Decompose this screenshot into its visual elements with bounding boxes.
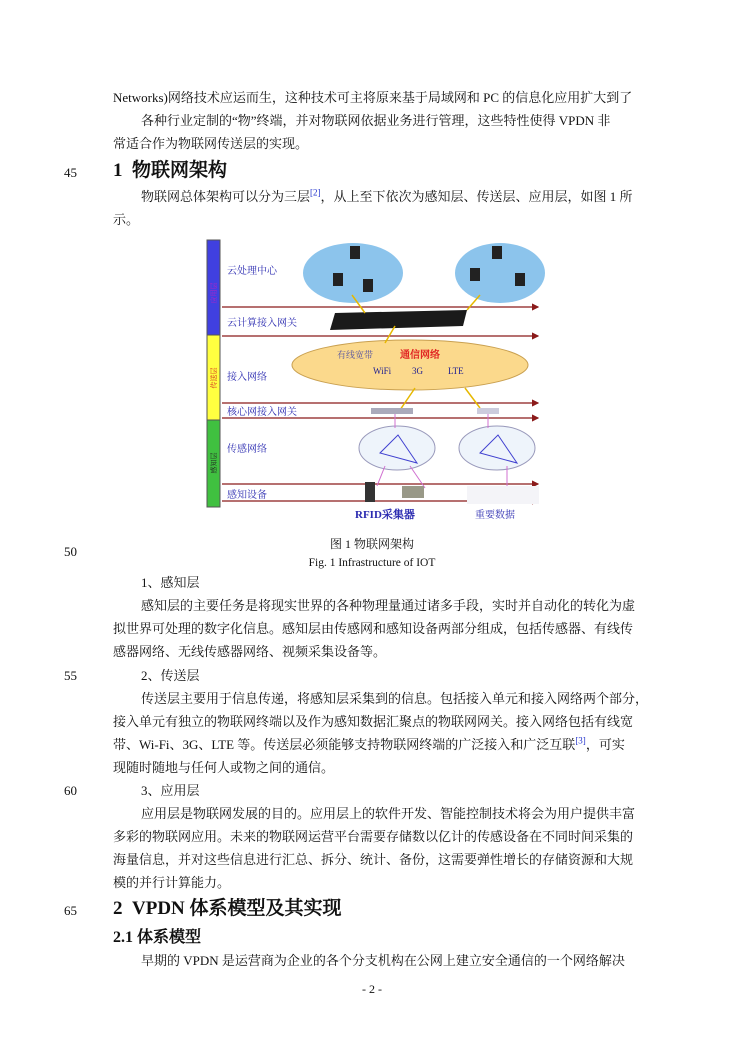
- label-data: 重要数据: [475, 510, 515, 521]
- page-number: - 2 -: [362, 982, 382, 996]
- text-line: 接入单元有独立的物联网终端以及作为感知数据汇聚点的物联网网关。接入网络包括有线宽: [113, 714, 634, 729]
- line-number: 50: [64, 544, 77, 559]
- figure-caption-en: Fig. 1 Infrastructure of IOT: [308, 557, 436, 569]
- row-label: 传感网络: [227, 444, 267, 455]
- line-number: 60: [64, 783, 77, 798]
- citation-link[interactable]: [2]: [310, 187, 321, 198]
- text-line: 常适合作为物联网传送层的实现。: [113, 136, 309, 151]
- text: ，从上至下依次为感知层、传送层、应用层，如图 1 所: [320, 189, 633, 204]
- label-rfid: RFID采集器: [355, 509, 415, 521]
- layer-label-sense: 感知层: [210, 452, 218, 474]
- row-labels: [227, 264, 297, 501]
- text-line: [113, 736, 643, 754]
- label-telecom: 通信网络: [400, 350, 440, 361]
- section-heading: [113, 898, 342, 920]
- layer-arrows: [222, 307, 538, 501]
- text-line: [141, 188, 643, 206]
- sensor-cloud-right: [459, 426, 535, 470]
- section-title: VPDN 体系模型及其实现: [132, 898, 342, 919]
- row-label: 感知设备: [227, 490, 267, 501]
- text-line: 海量信息，并对这些信息进行汇总、拆分、统计、备份，这需要弹性增长的存储资源和大规: [113, 852, 634, 867]
- label-wifi: WiFi: [373, 366, 392, 376]
- truck-icon: [402, 486, 424, 498]
- text-line: 模的并行计算能力。: [113, 875, 231, 890]
- text-line: 示。: [113, 212, 140, 227]
- citation-link[interactable]: [3]: [575, 735, 586, 746]
- text-line: 拟世界可处理的数字化信息。感知层由传感网和感知设备两部分组成，包括传感器、有线传: [113, 621, 634, 636]
- label-3g: 3G: [412, 366, 423, 376]
- figure-caption-cn: 图 1 物联网架构: [329, 537, 414, 551]
- line-number: 45: [64, 165, 77, 180]
- iot-architecture-figure: [205, 238, 550, 523]
- text-line: Networks)网络技术应运而生，这种技术可主将原来基于局域网和 PC 的信息化应用扩大到了: [113, 90, 633, 105]
- text-line: 感器网络、无线传感器网络、视频采集设备等。: [113, 644, 387, 659]
- text-line: 早期的 VPDN 是运营商为企业的各个分支机构在公网上建立安全通信的一个网络解决: [141, 953, 625, 968]
- text-line: 传送层主要用于信息传递，将感知层采集到的信息。包括接入单元和接入网络两个部分，: [141, 691, 649, 706]
- row-label: 接入网络: [227, 372, 267, 383]
- text: ，可实: [585, 737, 625, 752]
- rfid-reader-icon: [365, 482, 375, 502]
- row-label: 核心网接入网关: [227, 407, 297, 418]
- label-lte: LTE: [448, 366, 464, 376]
- text-line: 现随时随地与任何人或物之间的通信。: [113, 760, 335, 775]
- sensor-cloud-left: [359, 426, 435, 470]
- telecom-cloud: [292, 340, 528, 390]
- core-router-icon: [477, 408, 499, 414]
- section-number: 1: [113, 160, 123, 181]
- text-line: 多彩的物联网应用。未来的物联网运营平台需要存储数以亿计的传感设备在不同时间采集的: [113, 829, 634, 844]
- core-switch-icon: [371, 408, 413, 414]
- text-line: 感知层的主要任务是将现实世界的各种物理量通过诸多手段，实时并自动化的转化为虚: [141, 598, 636, 613]
- line-number: 65: [64, 903, 77, 918]
- subheading: 2、传送层: [141, 668, 200, 683]
- subsection-heading: 2.1 体系模型: [113, 929, 202, 946]
- text-line: 各种行业定制的“物”终端，并对物联网依据业务进行管理，这些特性使得 VPDN 非: [141, 113, 611, 128]
- row-label: 云处理中心: [227, 266, 277, 277]
- section-heading: [113, 160, 227, 182]
- section-number: 2: [113, 898, 123, 919]
- text: 物联网总体架构可以分为三层: [141, 189, 311, 204]
- cloud-gateway-device-icon: [330, 310, 467, 330]
- bank-logos: [467, 486, 539, 504]
- text-line: 应用层是物联网发展的目的。应用层上的软件开发、智能控制技术将会为用户提供丰富: [141, 806, 636, 821]
- row-label: 云计算接入网关: [227, 318, 297, 329]
- subheading: 3、应用层: [141, 783, 200, 798]
- section-title: 物联网架构: [132, 160, 228, 181]
- text: 带、Wi-Fi、3G、LTE 等。传送层必须能够支持物联网终端的广泛接入和广泛互联: [113, 737, 576, 752]
- subheading: 1、感知层: [141, 575, 200, 590]
- label-broadband: 有线宽带: [337, 350, 374, 360]
- layer-label-app: 应用层: [210, 282, 218, 304]
- layer-label-trans: 传送层: [210, 367, 218, 389]
- line-number: 55: [64, 668, 77, 683]
